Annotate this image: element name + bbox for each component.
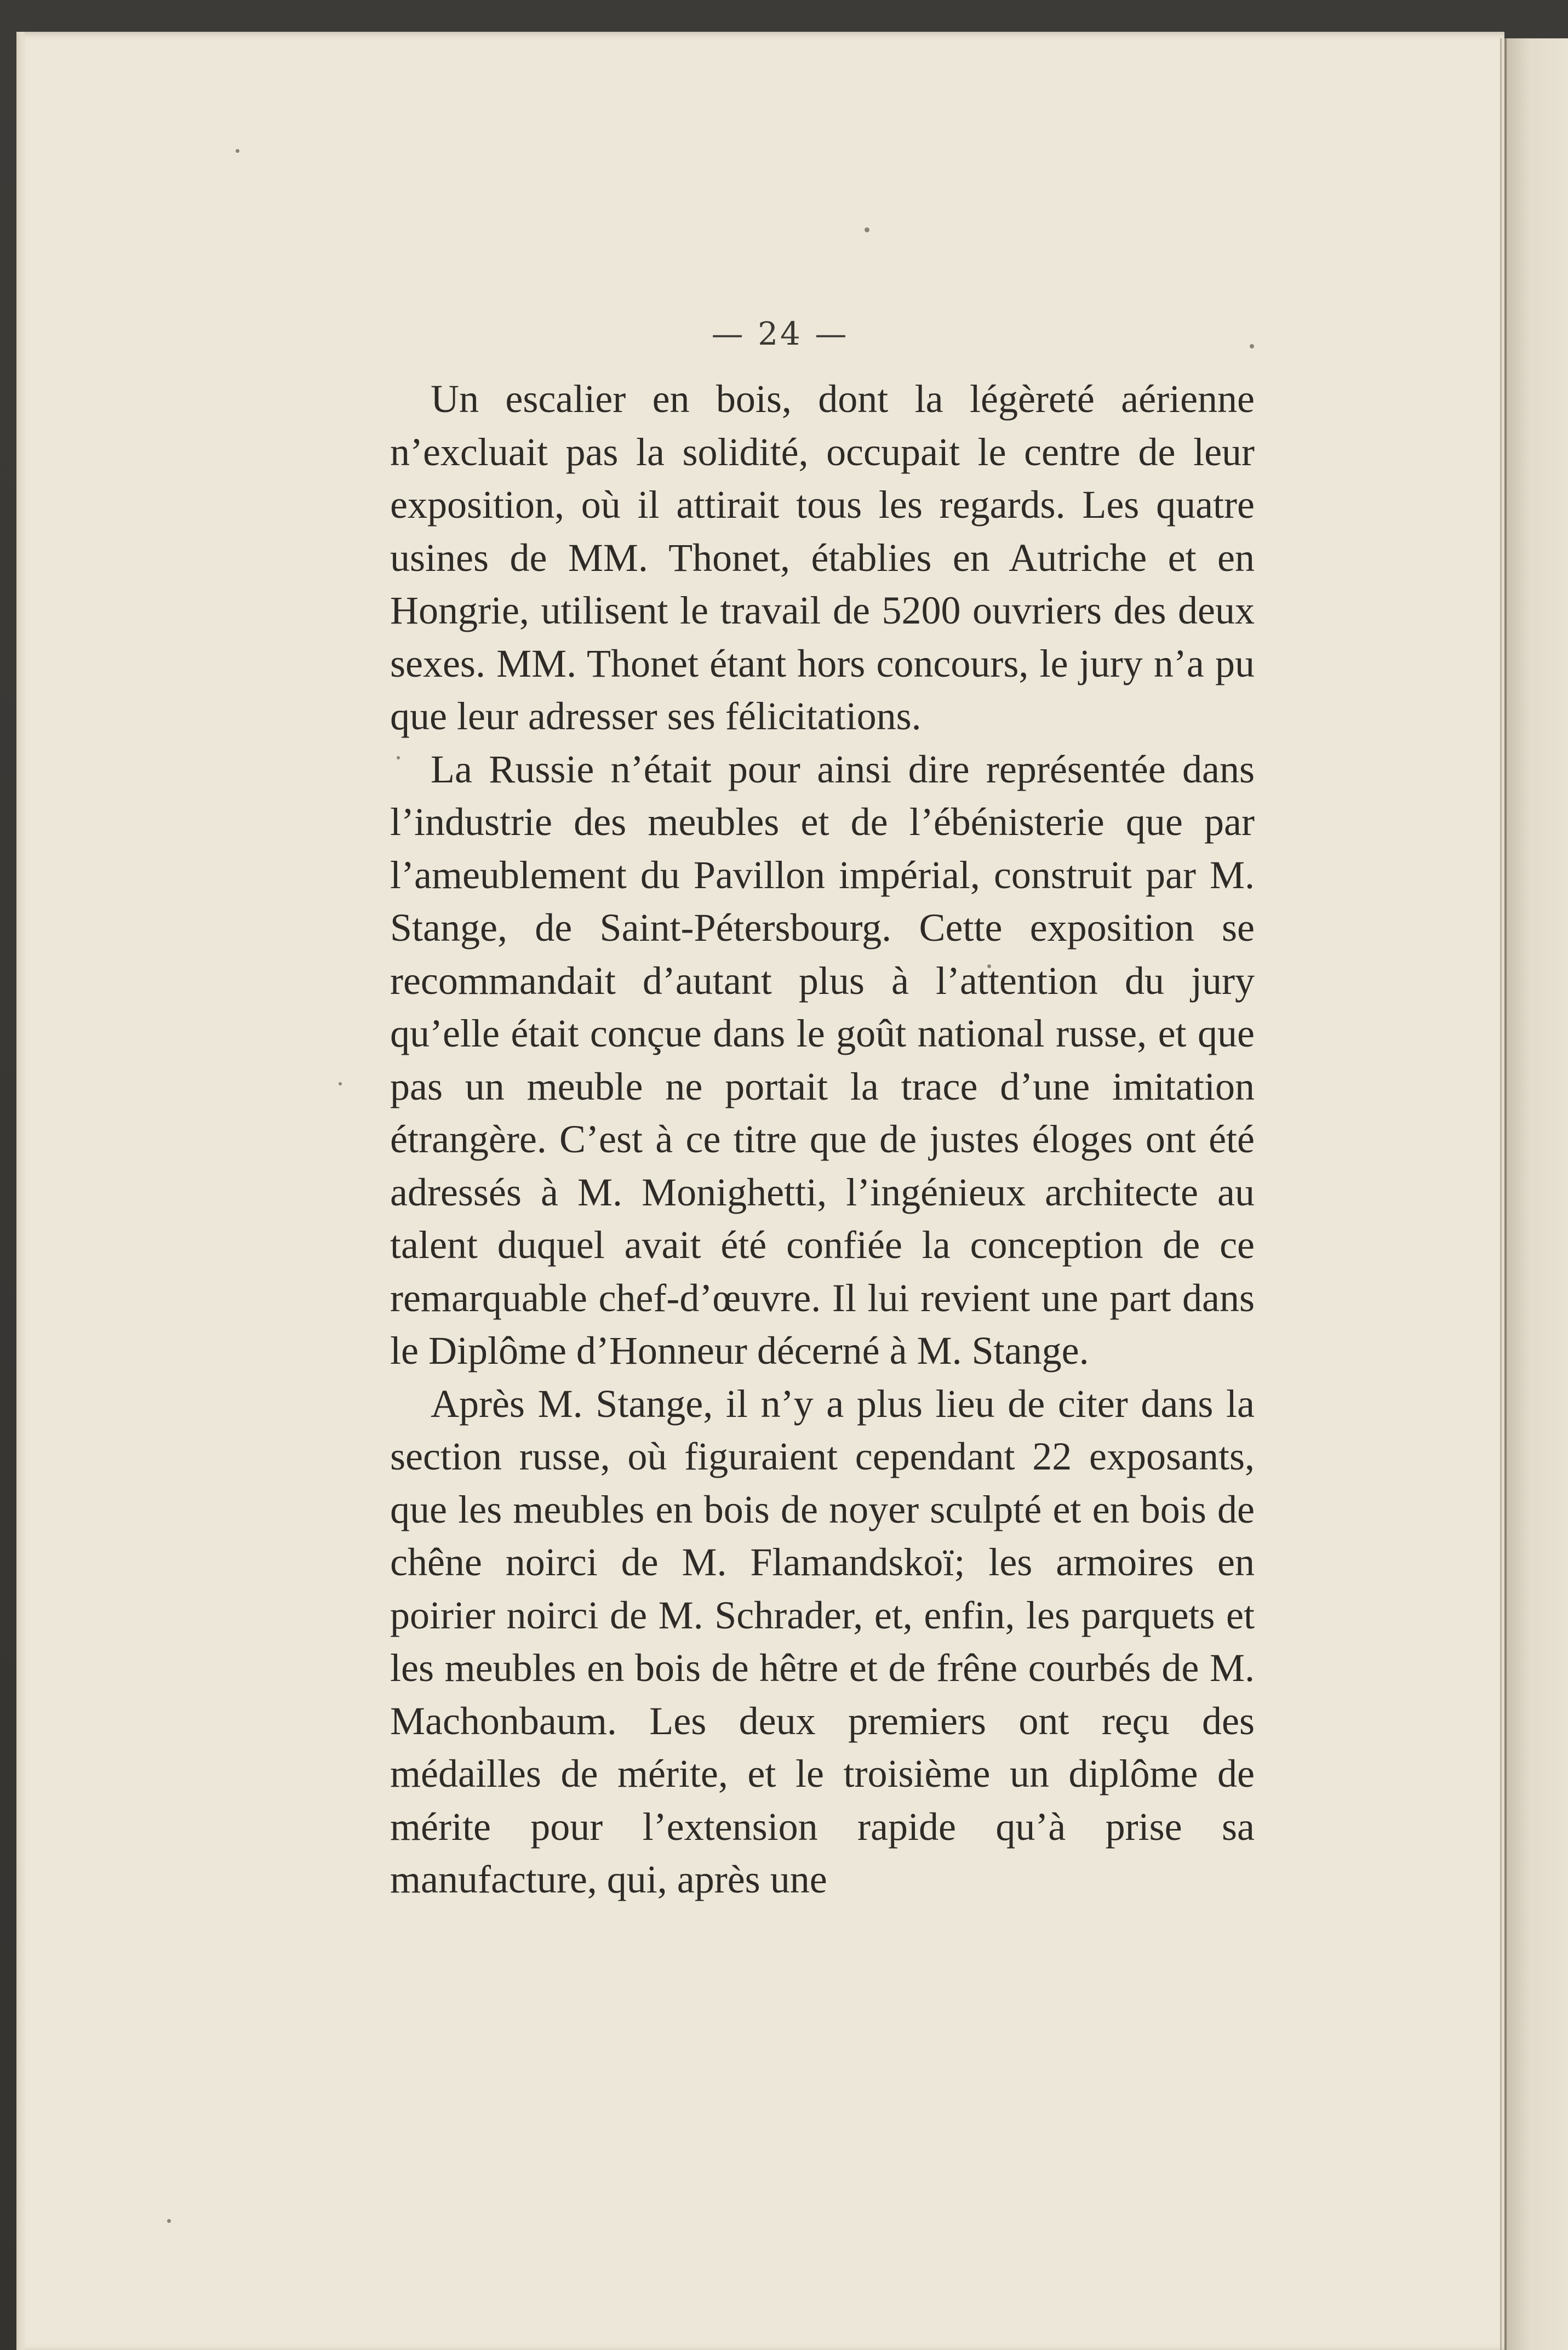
paragraph: Un escalier en bois, dont la légèreté aérienne n’excluait pas la solidité, occupait le centre de leur exposition, où il attirait tous les regards. Les quatre usines de MM. Thonet, établies en Autriche et en Hongrie, utilisent le travail de 5200 ouvriers des deux sexes. MM. Thonet étant hors concours, le jury n’a pu que leur adresser ses félicitations.: [390, 377, 1255, 738]
paragraph: La Russie n’était pour ainsi dire représentée dans l’industrie des meubles et de l’ébénisterie que par l’ameublement du Pavillon impérial, construit par M. Stange, de Saint-Pétersbourg. Cette exposition se recommandait d’autant plus à l’attention du jury qu’elle était conçue dans le goût national russe, et que pas un meuble ne portait la trace d’une imitation étrangère. C’est à ce titre que de justes éloges ont été adressés à M. Monighetti, l’ingénieux architecte au talent duquel avait été confiée la conception de ce remarquable chef-d’œuvre. Il lui revient une part dans le Diplôme d’Honneur décerné à M. Stange.: [390, 747, 1255, 1373]
page-number: — 24 —: [711, 315, 849, 352]
paper-speck: [236, 149, 239, 153]
body-text: [390, 373, 1255, 1906]
page-binding-shadow: [16, 32, 26, 2350]
page-gutter-line: [1500, 38, 1502, 2350]
paper-speck: [339, 1082, 342, 1085]
paper-speck: [167, 2219, 171, 2223]
paper-speck: [865, 227, 869, 232]
paragraph: Après M. Stange, il n’y a plus lieu de citer dans la section russe, où figuraient cependant 22 exposants, que les meubles en bois de noyer sculpté et en bois de chêne noirci de M. Flamandskoï; les armoires en poirier noirci de M. Schrader, et, enfin, les parquets et les meubles en bois de hêtre et de frêne courbés de M. Machonbaum. Les deux premiers ont reçu des médailles de mérite, et le troisième un diplôme de mérite pour l’extension rapide qu’à prise sa manufacture, qui, après une: [390, 1381, 1255, 1901]
adjacent-page-edge: [1504, 38, 1568, 2350]
